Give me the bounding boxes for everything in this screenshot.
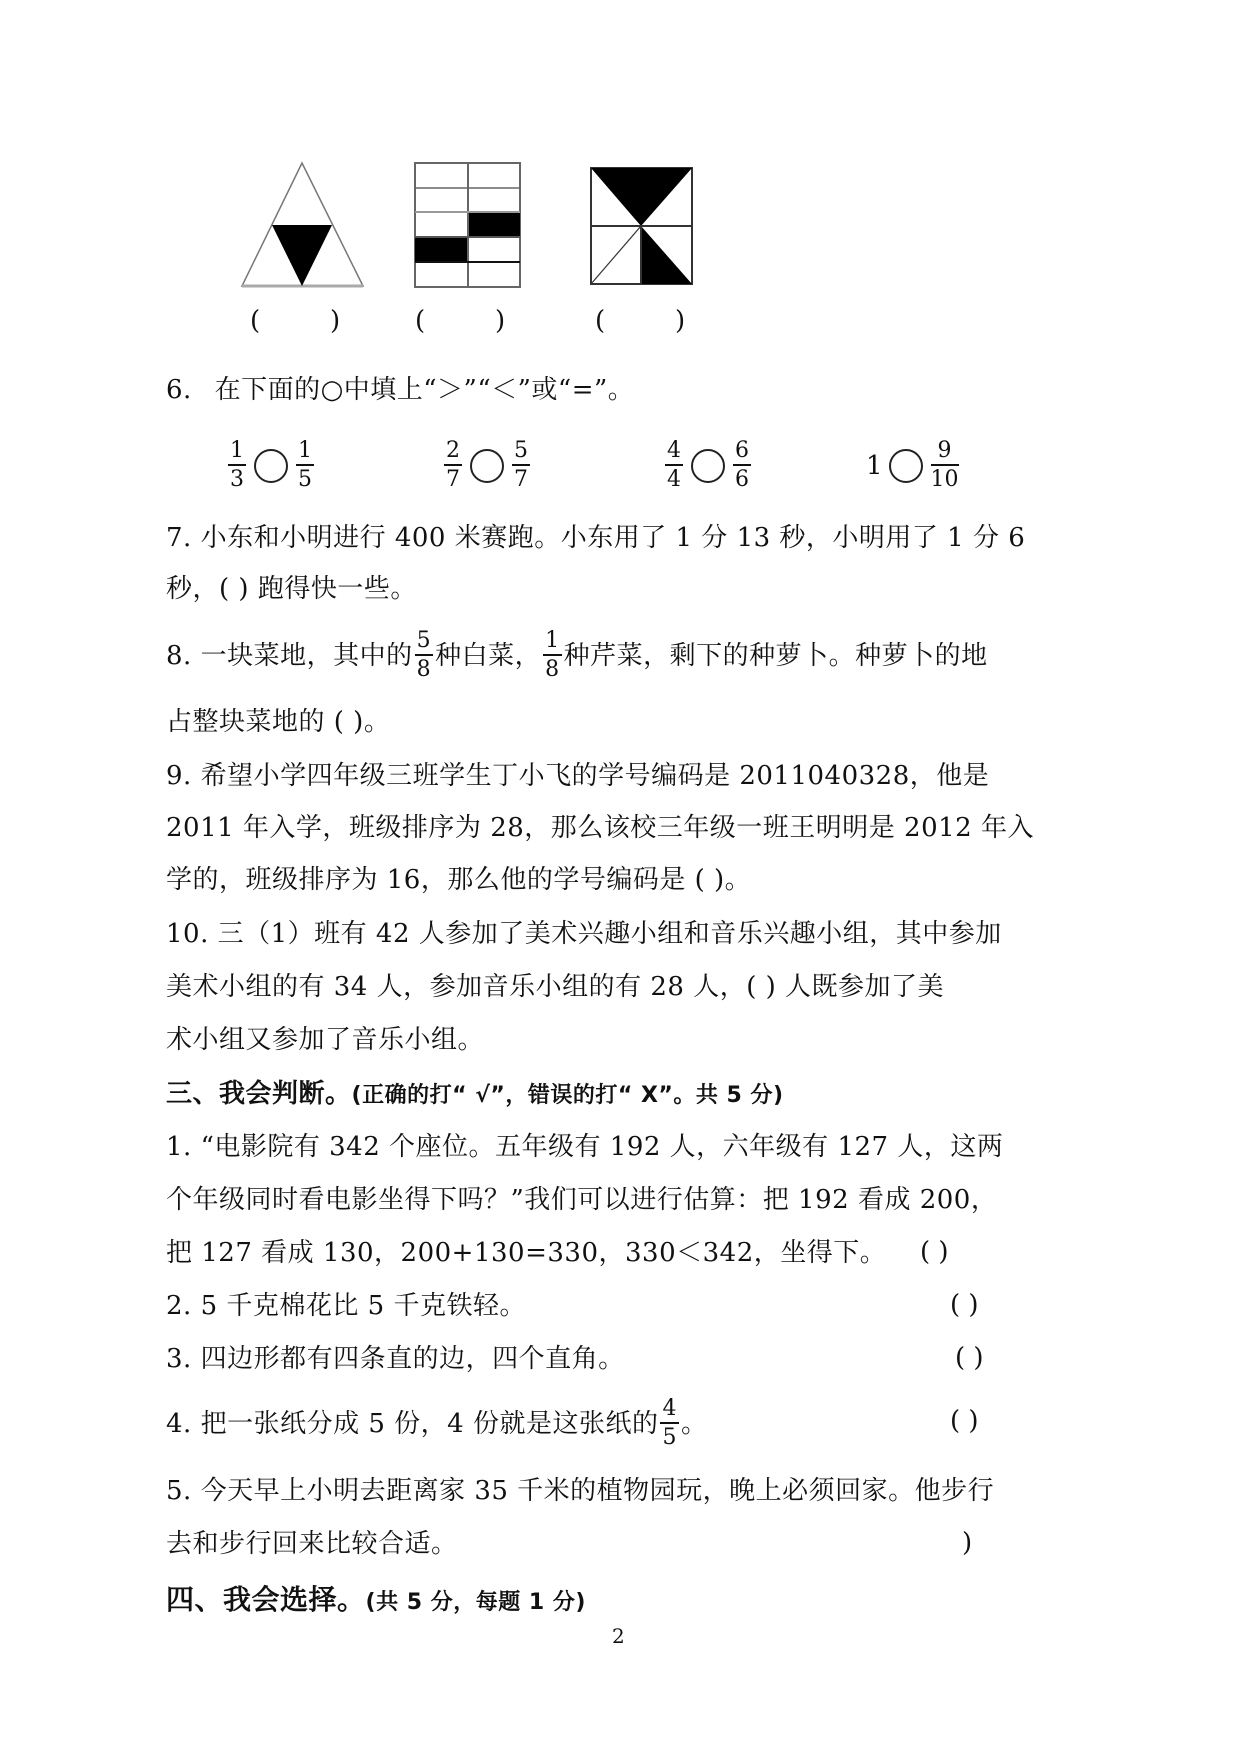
denominator: 7 [446,467,460,492]
judge-3-line: 3. 四边形都有四条直的边，四个直角。 [166,1344,625,1374]
judge-answer-bracket[interactable]: ) [962,1528,973,1558]
section-title: 三、我会判断。 [166,1079,352,1109]
compare-circle-input[interactable] [470,449,504,483]
judge-5-line-2: 去和步行回来比较合适。 [166,1529,458,1559]
whole-number: 1 [866,450,883,481]
comparison-3 [663,440,753,491]
section-3-heading [166,1078,784,1112]
compare-circle-input[interactable] [254,449,288,483]
question-9-line-1: 9. 希望小学四年级三班学生丁小飞的学号编码是 2011040328，他是 [166,761,990,791]
question-number: 6. [166,375,192,405]
grid-figure-icon [415,163,520,287]
answer-bracket-open: ( [415,306,426,336]
judge-answer-bracket[interactable]: ( ) [920,1237,949,1267]
question-6 [166,374,634,406]
question-9-line-2: 2011 年入学，班级排序为 28，那么该校三年级一班王明明是 2012 年入 [166,813,1034,843]
answer-bracket-close: ) [495,306,506,336]
numerator: 1 [228,440,246,466]
numerator: 5 [512,440,530,466]
denominator: 5 [298,467,312,492]
section-subtitle: (共 5 分，每题 1 分) [365,1590,586,1615]
judge-4-line [166,1398,707,1449]
numerator: 2 [444,440,462,466]
denominator: 6 [735,467,749,492]
denominator: 8 [416,657,432,682]
numerator: 6 [733,440,751,466]
question-8-line-1 [166,630,988,681]
square-figure-icon [591,168,692,284]
compare-circle-input[interactable] [691,449,725,483]
section-title: 四、我会选择。 [166,1583,366,1616]
question-9-line-3: 学的，班级排序为 16，那么他的学号编码是 ( )。 [166,865,752,895]
section-4-heading [166,1584,586,1619]
answer-bracket-open: ( [595,306,606,336]
question-text: 种芹菜，剩下的种萝卜。种萝卜的地 [563,640,988,671]
comparison-4 [866,440,961,491]
judge-1-line-1: 1. “电影院有 342 个座位。五年级有 192 人，六年级有 127 人，这两 [166,1132,1004,1162]
numerator: 4 [665,440,683,466]
numerator: 9 [931,440,959,466]
triangle-figure-icon [242,163,363,286]
question-7-line-2: 秒，( ) 跑得快一些。 [166,574,417,604]
answer-bracket-close: ) [330,306,341,336]
answer-bracket-open: ( [250,306,261,336]
judge-5-line-1: 5. 今天早上小明去距离家 35 千米的植物园玩，晚上必须回家。他步行 [166,1476,995,1506]
question-7-line-1: 7. 小东和小明进行 400 米赛跑。小东用了 1 分 13 秒，小明用了 1 分 6 [166,523,1026,553]
comparison-2 [442,440,532,491]
numerator: 1 [543,630,562,656]
denominator: 10 [930,467,959,492]
judge-1-line-3: 把 127 看成 130，200+130=330，330＜342，坐得下。 [166,1238,887,1268]
judge-answer-bracket[interactable]: ( ) [950,1290,979,1320]
question-text: 在下面的○中填上“＞”“＜”或“=”。 [214,375,635,405]
judge-1-line-2: 个年级同时看电影坐得下吗？”我们可以进行估算：把 192 看成 200， [166,1185,998,1215]
judge-answer-bracket[interactable]: ( ) [950,1406,979,1436]
comparison-1 [226,440,316,491]
denominator: 4 [667,467,681,492]
judge-answer-bracket[interactable]: ( ) [955,1343,984,1373]
denominator: 3 [230,467,244,492]
question-10-line-1: 10. 三（1）班有 42 人参加了美术兴趣小组和音乐兴趣小组，其中参加 [166,919,1002,949]
numerator: 4 [660,1398,679,1424]
page-number: 2 [612,1624,625,1648]
question-text: 8. 一块菜地，其中的 [166,640,413,671]
question-text: 4. 把一张纸分成 5 份，4 份就是这张纸的 [166,1408,659,1439]
question-text: 种白菜， [435,640,542,671]
question-10-line-3: 术小组又参加了音乐小组。 [166,1025,485,1055]
question-text: 。 [680,1408,708,1439]
answer-bracket-close: ) [675,306,686,336]
denominator: 5 [662,1425,677,1450]
compare-circle-input[interactable] [889,449,923,483]
section-subtitle: (正确的打“ √”，错误的打“ X”。共 5 分) [351,1083,784,1108]
judge-2-line: 2. 5 千克棉花比 5 千克铁轻。 [166,1291,526,1321]
numerator: 5 [415,630,434,656]
denominator: 7 [514,467,528,492]
question-10-line-2: 美术小组的有 34 人，参加音乐小组的有 28 人，( ) 人既参加了美 [166,972,945,1002]
numerator: 1 [296,440,314,466]
fraction-figures [0,0,1233,310]
question-8-line-2: 占整块菜地的 ( )。 [166,707,391,737]
denominator: 8 [545,657,560,682]
